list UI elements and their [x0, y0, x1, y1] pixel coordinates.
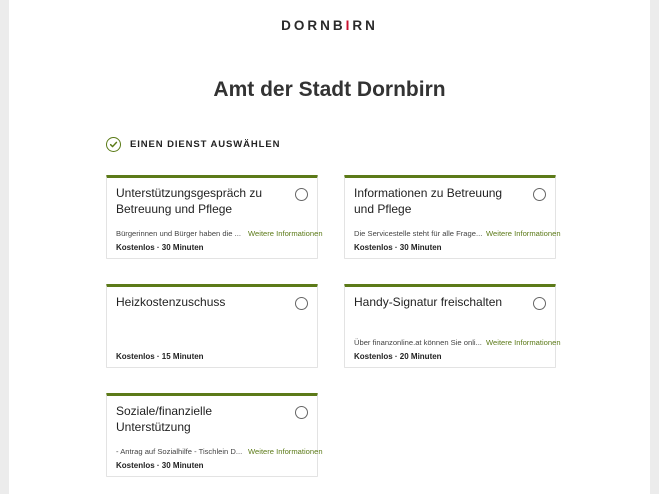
- logo-prefix: DORNB: [281, 18, 346, 33]
- service-card[interactable]: [106, 393, 323, 477]
- service-description-row: [116, 446, 323, 458]
- service-description: Die Servicestelle steht für alle Frage...: [354, 229, 483, 238]
- more-info-link[interactable]: Weitere Informationen: [486, 338, 561, 347]
- section-header: [106, 137, 280, 152]
- service-description-row: [354, 337, 561, 349]
- service-description: Bürgerinnen und Bürger haben die ...: [116, 229, 241, 238]
- service-title: Informationen zu Betreuung und Pflege: [354, 186, 503, 216]
- service-radio[interactable]: [533, 297, 546, 310]
- service-meta: Kostenlos · 20 Minuten: [354, 352, 442, 361]
- service-meta: Kostenlos · 30 Minuten: [354, 243, 442, 252]
- page-title: Amt der Stadt Dornbirn: [213, 78, 446, 101]
- page: [9, 0, 650, 494]
- service-meta: Kostenlos · 15 Minuten: [116, 352, 204, 361]
- service-radio[interactable]: [295, 297, 308, 310]
- logo-mark: I: [345, 18, 353, 33]
- more-info-link[interactable]: Weitere Informationen: [486, 229, 561, 238]
- service-title: Handy-Signatur freischalten: [354, 295, 503, 309]
- service-title: Unterstützungsgespräch zu Betreuung und Pflege: [116, 186, 263, 216]
- dornbirn-logo[interactable]: [9, 18, 650, 38]
- more-info-link[interactable]: Weitere Informationen: [248, 229, 323, 238]
- service-description: - Antrag auf Sozialhilfe - Tischlein D...: [116, 447, 243, 456]
- service-description-row: [354, 228, 561, 240]
- service-meta: Kostenlos · 30 Minuten: [116, 461, 204, 470]
- service-radio[interactable]: [295, 406, 308, 419]
- check-circle-icon: [106, 137, 121, 152]
- service-description-row: [116, 228, 323, 240]
- service-title: Soziale/finanzielle Unterstützung: [116, 404, 213, 434]
- service-radio[interactable]: [295, 188, 308, 201]
- service-description: Über finanzonline.at können Sie onli...: [354, 338, 482, 347]
- service-meta: Kostenlos · 30 Minuten: [116, 243, 204, 252]
- service-card[interactable]: [106, 284, 318, 368]
- section-label: EINEN DIENST AUSWÄHLEN: [130, 139, 281, 150]
- service-radio[interactable]: [533, 188, 546, 201]
- service-title: Heizkostenzuschuss: [116, 295, 226, 309]
- service-card[interactable]: [106, 175, 323, 259]
- more-info-link[interactable]: Weitere Informationen: [248, 447, 323, 456]
- logo-suffix: RN: [352, 18, 378, 33]
- service-card[interactable]: [344, 175, 561, 259]
- service-card[interactable]: [344, 284, 561, 368]
